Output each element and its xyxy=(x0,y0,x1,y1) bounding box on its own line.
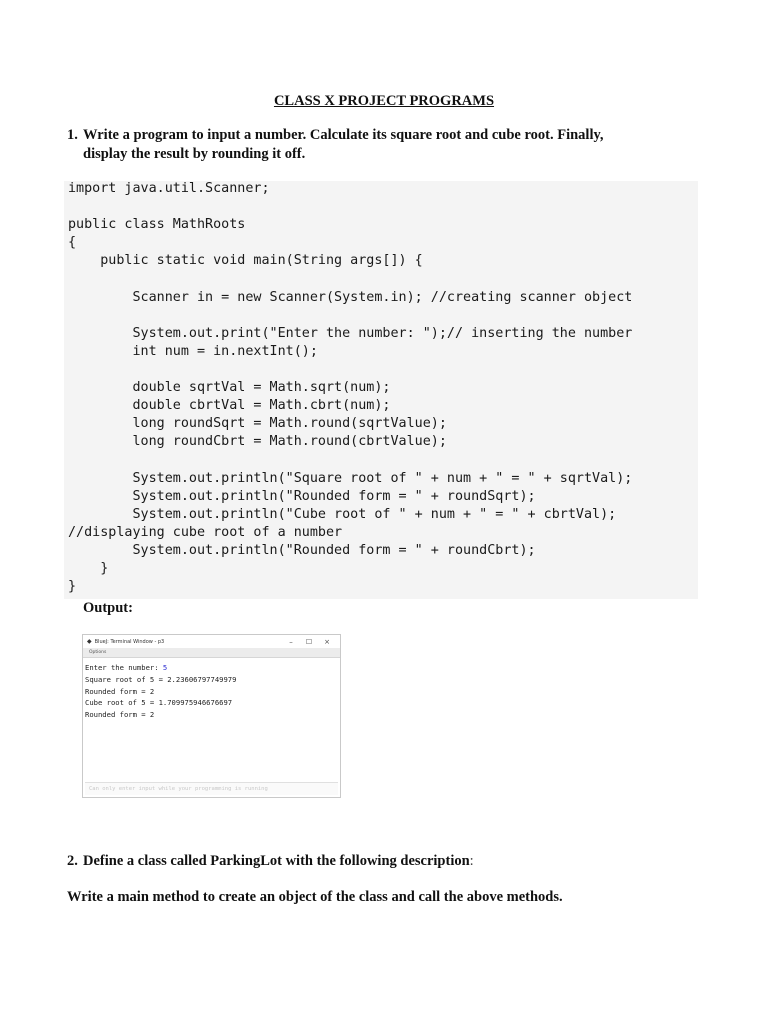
code-block: import java.util.Scanner; public class MathRoots { public static void main(String args[]) { Scanner in = new Scanner(System.in); //creating scanner object System.out.print("Enter the number: ");// inserting the number int num = in.nextInt(); double sqrtVal = Math.sqrt(num); double cbrtVal = Math.cbrt(num); long roundSqrt = Math.round(sqrtValue); long roundCbrt = Math.round(cbrtValue); System.out.println("Square root of " + num + " = " + sqrtVal); System.out.println("Rounded form = " + roundSqrt); System.out.println("Cube root of " + num + " = " + cbrtVal); //displaying cube root of a number System.out.println("Rounded form = " + roundCbrt); } } xyxy=(68,181,633,595)
terminal-line: Rounded form = 2 xyxy=(85,686,155,696)
terminal-status-bar: Can only enter input while your programming is running xyxy=(85,782,338,795)
close-icon: × xyxy=(324,637,330,646)
question-1-line-1 xyxy=(67,126,707,145)
question-2-colon: : xyxy=(469,853,474,869)
terminal-window-title: BlueJ: Terminal Window - p3 xyxy=(94,638,165,645)
question-2-text: Define a class called ParkingLot with the following description xyxy=(83,853,470,869)
terminal-user-input: 5 xyxy=(162,663,168,672)
question-1-text: Write a program to input a number. Calculate its square root and cube root. Finally, xyxy=(83,127,604,143)
terminal-prompt: Enter the number: xyxy=(85,663,163,672)
question-1-number: 1. xyxy=(67,127,78,143)
terminal-line: Square root of 5 = 2.23606797749979 xyxy=(85,674,237,684)
terminal-output xyxy=(83,658,340,725)
terminal-window-screenshot xyxy=(82,634,341,798)
terminal-line xyxy=(85,662,338,674)
terminal-menu-options: Options xyxy=(83,648,340,658)
bluej-icon: ◆ xyxy=(87,638,92,645)
minimize-icon: – xyxy=(289,637,293,646)
output-label: Output: xyxy=(83,600,133,616)
question-2-number: 2. xyxy=(67,853,78,869)
terminal-line: Cube root of 5 = 1.709975946676697 xyxy=(85,698,233,708)
maximize-icon: ☐ xyxy=(305,637,313,646)
question-1-line-2: display the result by rounding it off. xyxy=(83,146,306,162)
terminal-titlebar xyxy=(83,635,340,648)
page-title: CLASS X PROJECT PROGRAMS xyxy=(273,93,495,109)
terminal-line: Rounded form = 2 xyxy=(85,710,155,720)
question-2-instruction: Write a main method to create an object of the class and call the above methods. xyxy=(67,889,563,905)
question-2 xyxy=(67,853,474,870)
question-1 xyxy=(67,126,707,164)
